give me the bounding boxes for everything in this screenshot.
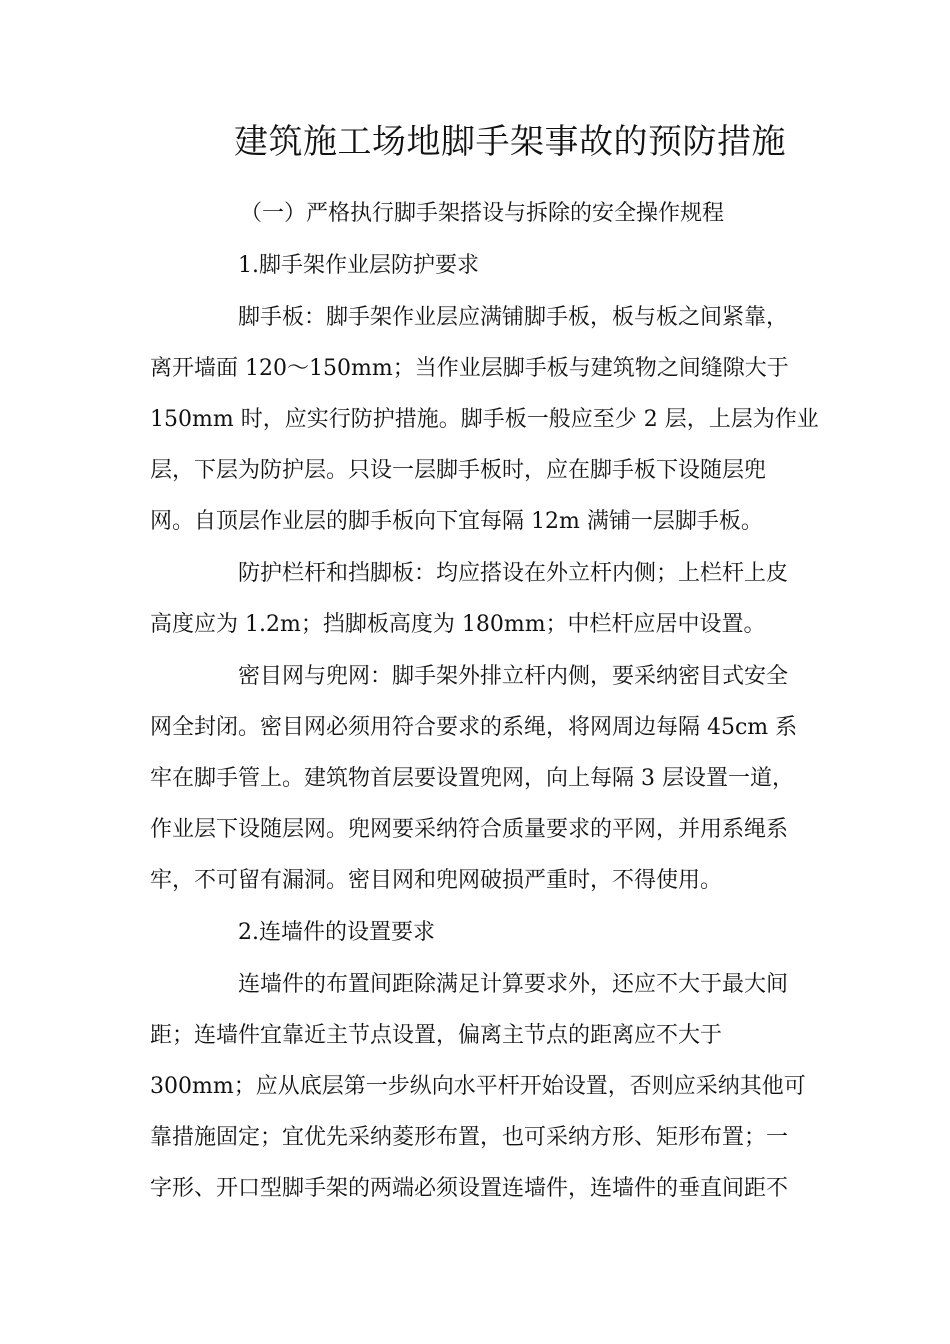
paragraph-line: 网。自顶层作业层的脚手板向下宜每隔 12m 满铺一层脚手板。 xyxy=(150,509,763,534)
paragraph-line: 字形、开口型脚手架的两端必须设置连墙件，连墙件的垂直间距不 xyxy=(150,1176,789,1201)
paragraph-line: 网全封闭。密目网必须用符合要求的系绳，将网周边每隔 45cm 系 xyxy=(150,715,798,740)
paragraph-line: 牢在脚手管上。建筑物首层要设置兜网，向上每隔 3 层设置一道， xyxy=(150,766,794,791)
paragraph-line: 脚手板：脚手架作业层应满铺脚手板，板与板之间紧靠， xyxy=(238,305,789,330)
paragraph-line: 150mm 时，应实行防护措施。脚手板一般应至少 2 层，上层为作业 xyxy=(150,407,819,432)
paragraph-line: 层，下层为防护层。只设一层脚手板时，应在脚手板下设随层兜 xyxy=(150,458,767,483)
paragraph-line: 连墙件的布置间距除满足计算要求外，还应不大于最大间 xyxy=(238,972,789,997)
paragraph-line: 防护栏杆和挡脚板：均应搭设在外立杆内侧；上栏杆上皮 xyxy=(238,561,789,586)
paragraph-line: 密目网与兜网：脚手架外排立杆内侧，要采纳密目式安全 xyxy=(238,664,789,689)
paragraph-line: 300mm；应从底层第一步纵向水平杆开始设置，否则应采纳其他可 xyxy=(150,1074,806,1099)
section-heading: （一）严格执行脚手架搭设与拆除的安全操作规程 xyxy=(240,201,725,226)
subheading-2: 2.连墙件的设置要求 xyxy=(238,920,435,945)
paragraph-line: 距；连墙件宜靠近主节点设置，偏离主节点的距离应不大于 xyxy=(150,1023,723,1048)
page-title: 建筑施工场地脚手架事故的预防措施 xyxy=(234,122,786,162)
paragraph-line: 作业层下设随层网。兜网要采纳符合质量要求的平网，并用系绳系 xyxy=(150,817,789,842)
subheading-1: 1.脚手架作业层防护要求 xyxy=(238,253,479,278)
paragraph-line: 离开墙面 120～150mm；当作业层脚手板与建筑物之间缝隙大于 xyxy=(150,356,789,381)
paragraph-line: 靠措施固定；宜优先采纳菱形布置，也可采纳方形、矩形布置；一 xyxy=(150,1125,789,1150)
paragraph-line: 高度应为 1.2m；挡脚板高度为 180mm；中栏杆应居中设置。 xyxy=(150,612,766,637)
paragraph-line: 牢，不可留有漏洞。密目网和兜网破损严重时，不得使用。 xyxy=(150,868,723,893)
